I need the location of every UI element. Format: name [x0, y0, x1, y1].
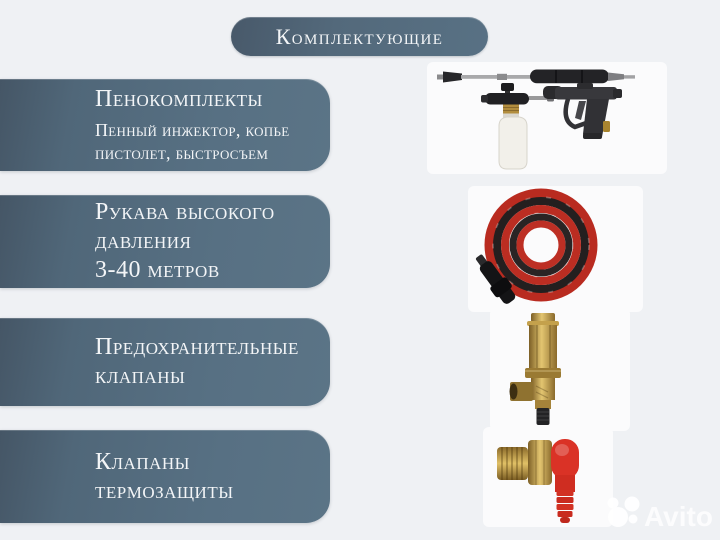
banner-high-pressure-hoses — [0, 195, 330, 288]
avito-watermark-text: Avito — [644, 501, 713, 532]
safety-valve-illustration — [490, 308, 630, 431]
foam-kit-illustration — [427, 62, 667, 174]
banner-title: Рукава высокого — [95, 199, 275, 225]
banner-title: клапаны — [95, 363, 186, 389]
banner-foam-kits — [0, 79, 330, 171]
banner-subtitle — [95, 119, 330, 165]
pressure-hose-photo — [468, 186, 643, 312]
banner-safety-valves — [0, 318, 330, 406]
foam-kit-photo — [427, 62, 667, 174]
subtitle-line: пистолет, быстросъем — [95, 143, 269, 163]
safety-valve-icon — [510, 313, 562, 425]
banner-title: Пенокомплекты — [95, 86, 263, 112]
safety-valve-photo — [490, 308, 630, 431]
foam-cannon-icon — [481, 83, 554, 169]
header-banner — [231, 17, 488, 56]
hose-illustration — [468, 186, 643, 312]
avito-logo-icon — [600, 492, 718, 534]
spray-gun-icon — [543, 83, 622, 139]
thermo-valve-icon — [497, 439, 579, 523]
banner-title: Клапаны — [95, 448, 190, 475]
banner-title: Предохранительные — [95, 334, 299, 360]
banner-title: термозащиты — [95, 477, 234, 504]
banner-thermo-valves — [0, 430, 330, 523]
subtitle-line: Пенный инжектор, копье — [95, 120, 290, 140]
page-title: Комплектующие — [275, 23, 444, 49]
banner-title: давления — [95, 228, 192, 254]
thermo-valve-illustration — [483, 427, 613, 527]
avito-watermark — [600, 492, 718, 534]
thermo-valve-photo — [483, 427, 613, 527]
banner-title: 3-40 метров — [95, 257, 220, 283]
lance-icon — [437, 70, 635, 84]
